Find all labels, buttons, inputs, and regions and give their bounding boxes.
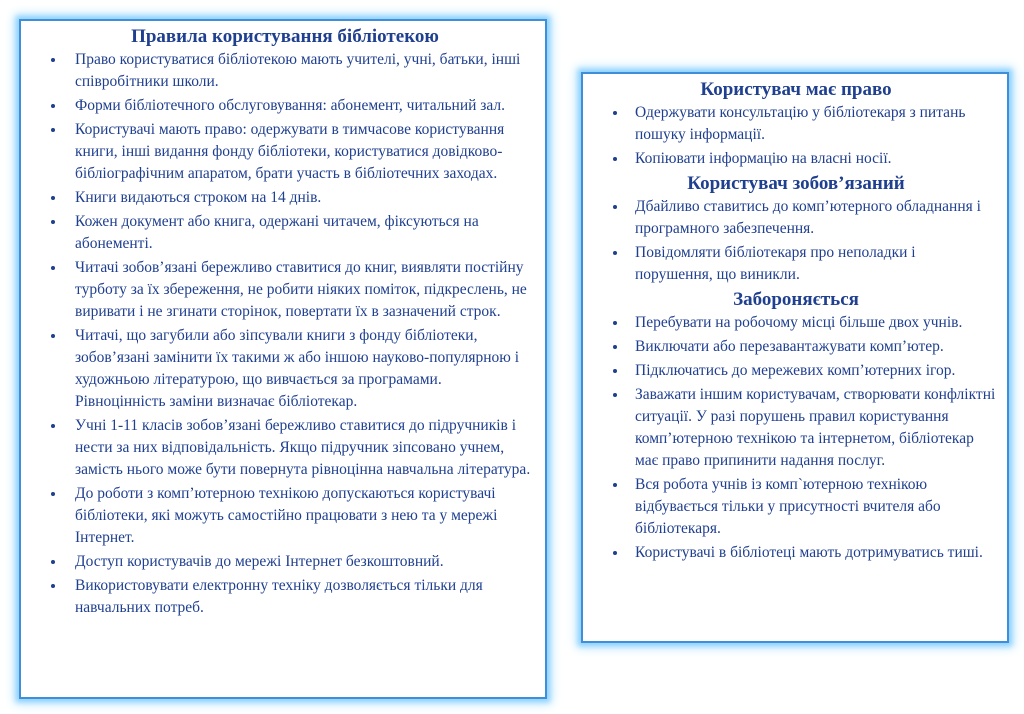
bullet-icon bbox=[613, 157, 617, 161]
list-item bbox=[595, 336, 997, 358]
bullet-icon bbox=[51, 58, 55, 62]
list-item bbox=[595, 148, 997, 170]
list-item-text: Читачі, що загубили або зіпсували книги з фонду бібліотеки, зобов’язані замінити їх такими ж або іншою науково-популярною і художньою літературою, що вивчається за програмами. Рівноцінність заміни визначає бібліотекар. bbox=[75, 327, 520, 410]
bullet-icon bbox=[51, 128, 55, 132]
list-item bbox=[35, 483, 535, 549]
list-item-text: Кожен документ або книга, одержані читачем, фіксуються на абонементі. bbox=[75, 213, 479, 252]
bullet-icon bbox=[51, 334, 55, 338]
bullet-icon bbox=[613, 551, 617, 555]
list-item-text: Перебувати на робочому місці більше двох учнів. bbox=[635, 314, 963, 331]
list-item-text: Право користуватися бібліотекою мають учителі, учні, батьки, інші співробітники школи. bbox=[75, 51, 521, 90]
bullet-icon bbox=[51, 220, 55, 224]
library-rules-panel bbox=[19, 19, 547, 699]
list-item bbox=[595, 474, 997, 540]
library-rules-title: Правила користування бібліотекою bbox=[131, 26, 439, 47]
list-item-text: Книги видаються строком на 14 днів. bbox=[75, 189, 322, 206]
list-item bbox=[35, 49, 535, 93]
bullet-icon bbox=[51, 560, 55, 564]
bullet-icon bbox=[51, 492, 55, 496]
bullet-icon bbox=[613, 205, 617, 209]
list-item-text: Користувачі в бібліотеці мають дотримуватись тиші. bbox=[635, 544, 983, 561]
list-item bbox=[595, 384, 997, 472]
prohibited-list bbox=[595, 312, 997, 564]
user-rights-title: Користувач має право bbox=[700, 79, 892, 100]
list-item-text: До роботи з комп’ютерною технікою допускаються користувачі бібліотеки, які можуть самостійно працювати з нею та у мережі Інтернет. bbox=[75, 485, 498, 546]
list-item bbox=[595, 196, 997, 240]
list-item bbox=[595, 312, 997, 334]
bullet-icon bbox=[51, 266, 55, 270]
list-item bbox=[595, 542, 997, 564]
list-item-text: Підключатись до мережевих комп’ютерних ігор. bbox=[635, 362, 956, 379]
list-item-text: Повідомляти бібліотекаря про неполадки і порушення, що виникли. bbox=[635, 244, 916, 283]
bullet-icon bbox=[51, 104, 55, 108]
bullet-icon bbox=[51, 424, 55, 428]
list-item-text: Заважати іншим користувачам, створювати конфліктні ситуації. У разі порушень правил користування комп’ютерною технікою та інтернетом, бібліотекар має право припинити надання послуг. bbox=[635, 386, 996, 469]
list-item bbox=[35, 415, 535, 481]
list-item-text: Доступ користувачів до мережі Інтернет безкоштовний. bbox=[75, 553, 444, 570]
bullet-icon bbox=[613, 369, 617, 373]
list-item bbox=[595, 102, 997, 146]
list-item-text: Копіювати інформацію на власні носії. bbox=[635, 150, 892, 167]
list-item bbox=[35, 325, 535, 413]
list-item-text: Вся робота учнів із комп`ютерною технікою відбувається тільки у присутності вчителя або бібліотекаря. bbox=[635, 476, 941, 537]
list-item-text: Одержувати консультацію у бібліотекаря з питань пошуку інформації. bbox=[635, 104, 966, 143]
list-item bbox=[35, 187, 535, 209]
user-obligations-list bbox=[595, 196, 997, 286]
list-item-text: Форми бібліотечного обслуговування: абонемент, читальний зал. bbox=[75, 97, 506, 114]
list-item bbox=[35, 257, 535, 323]
computer-rules-panel bbox=[581, 72, 1009, 643]
bullet-icon bbox=[613, 393, 617, 397]
list-item-text: Виключати або перезавантажувати комп’ютер. bbox=[635, 338, 944, 355]
list-item-text: Читачі зобов’язані бережливо ставитися до книг, виявляти постійну турботу за їх збереження, не робити ніяких поміток, підкреслень, не виривати і не згинати сторінок, повертати їх в зазначений строк. bbox=[75, 259, 527, 320]
list-item bbox=[35, 551, 535, 573]
list-item bbox=[595, 360, 997, 382]
list-item-text: Використовувати електронну техніку дозволяється тільки для навчальних потреб. bbox=[75, 577, 483, 616]
bullet-icon bbox=[613, 111, 617, 115]
list-item bbox=[595, 242, 997, 286]
list-item bbox=[35, 211, 535, 255]
library-rules-list bbox=[35, 49, 535, 619]
user-rights-list bbox=[595, 102, 997, 170]
bullet-icon bbox=[613, 345, 617, 349]
bullet-icon bbox=[613, 321, 617, 325]
list-item-text: Користувачі мають право: одержувати в тимчасове користування книги, інші видання фонду бібліотеки, користуватися довідково-бібліографічним апаратом, брати участь в бібліотечних заходах. bbox=[75, 121, 505, 182]
bullet-icon bbox=[613, 483, 617, 487]
prohibited-title: Забороняється bbox=[733, 289, 859, 310]
list-item bbox=[35, 119, 535, 185]
list-item-text: Дбайливо ставитись до комп’ютерного обладнання і програмного забезпечення. bbox=[635, 198, 981, 237]
list-item bbox=[35, 95, 535, 117]
bullet-icon bbox=[613, 251, 617, 255]
bullet-icon bbox=[51, 196, 55, 200]
list-item-text: Учні 1-11 класів зобов’язані бережливо ставитися до підручників і нести за них відповідальність. Якщо підручник зіпсовано учнем, замість нього може бути повернута рівноцінна навчальна література. bbox=[75, 417, 531, 478]
bullet-icon bbox=[51, 584, 55, 588]
list-item bbox=[35, 575, 535, 619]
user-obligations-title: Користувач зобов’язаний bbox=[687, 173, 905, 194]
